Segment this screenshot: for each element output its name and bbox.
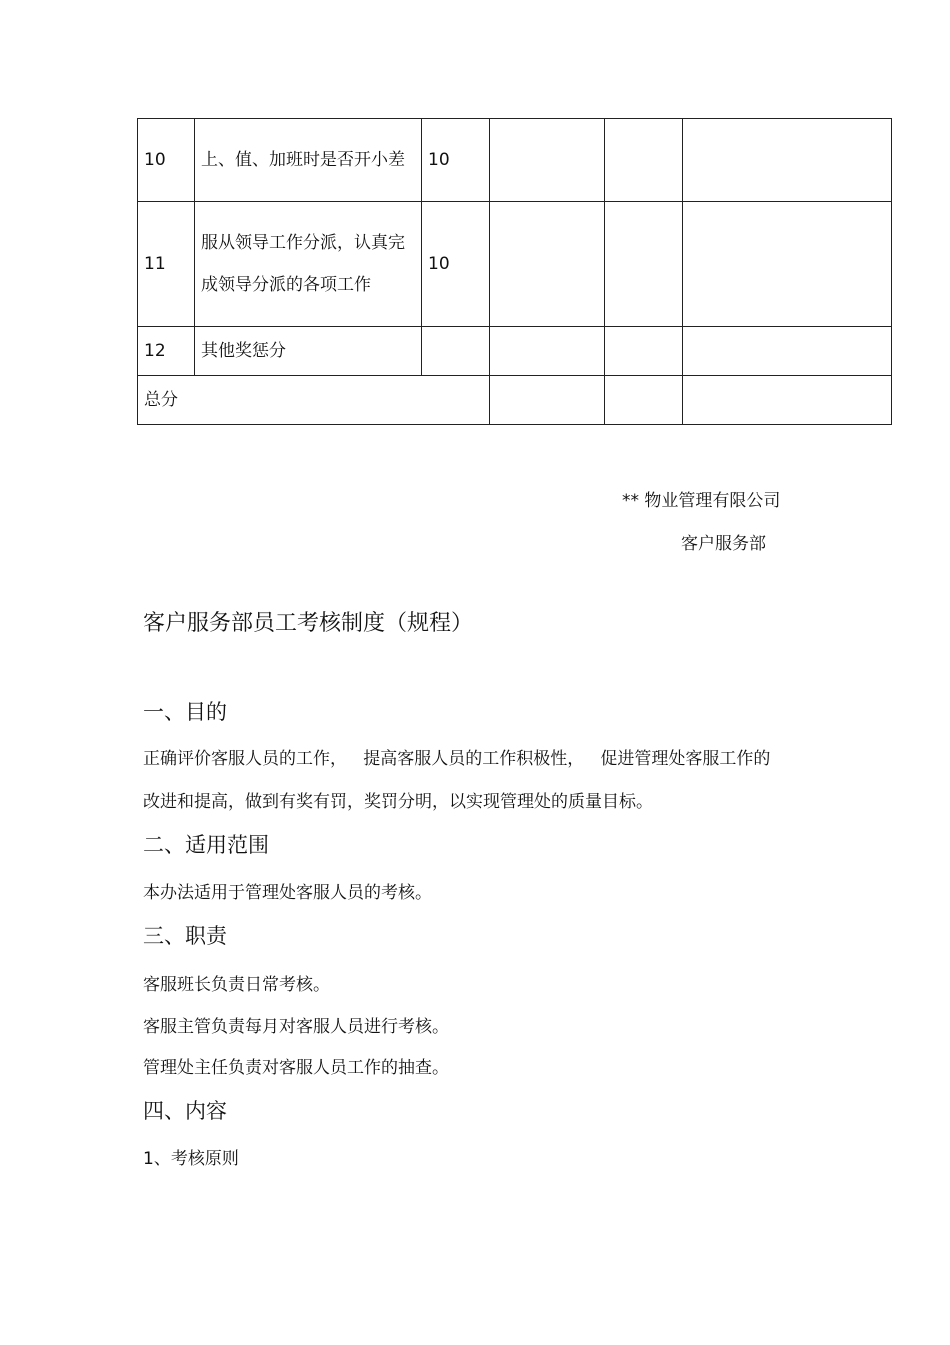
row-number: 11 [138, 202, 195, 327]
row-number: 12 [138, 327, 195, 376]
row-cell [605, 376, 683, 425]
table-row [138, 119, 892, 202]
table-row [138, 327, 892, 376]
department-name: 客户服务部 [681, 534, 766, 554]
row-cell [490, 119, 605, 202]
row-cell [490, 376, 605, 425]
paragraph-line: 客服主管负责每月对客服人员进行考核。 [143, 1017, 449, 1037]
section-heading-scope: 二、适用范围 [143, 833, 269, 857]
document-title: 客户服务部员工考核制度（规程） [143, 611, 474, 636]
table-row [138, 202, 892, 327]
row-cell [490, 327, 605, 376]
row-cell [605, 327, 683, 376]
row-cell [683, 376, 892, 425]
row-score: 10 [422, 202, 490, 327]
row-cell [683, 202, 892, 327]
row-cell [683, 327, 892, 376]
paragraph-line: 本办法适用于管理处客服人员的考核。 [143, 883, 432, 903]
row-cell [605, 202, 683, 327]
section-heading-content: 四、内容 [143, 1099, 227, 1123]
subsection-heading: 1、考核原则 [143, 1149, 239, 1169]
table-row-total [138, 376, 892, 425]
score-table [137, 118, 892, 425]
section-heading-purpose: 一、目的 [143, 700, 227, 724]
paragraph-line: 正确评价客服人员的工作， 提高客服人员的工作积极性， 促进管理处客服工作的 [143, 749, 771, 769]
row-number: 10 [138, 119, 195, 202]
paragraph-line: 改进和提高，做到有奖有罚，奖罚分明，以实现管理处的质量目标。 [143, 792, 653, 812]
row-item: 上、值、加班时是否开小差 [195, 119, 422, 202]
total-label: 总分 [138, 376, 490, 425]
row-score: 10 [422, 119, 490, 202]
row-cell [683, 119, 892, 202]
paragraph-line: 管理处主任负责对客服人员工作的抽查。 [143, 1058, 449, 1078]
row-cell [490, 202, 605, 327]
paragraph-line: 客服班长负责日常考核。 [143, 975, 330, 995]
row-score [422, 327, 490, 376]
section-heading-duties: 三、职责 [143, 924, 227, 948]
company-name: ** 物业管理有限公司 [622, 491, 781, 511]
row-item: 其他奖惩分 [195, 327, 422, 376]
row-cell [605, 119, 683, 202]
row-item: 服从领导工作分派，认真完成领导分派的各项工作 [195, 202, 422, 327]
